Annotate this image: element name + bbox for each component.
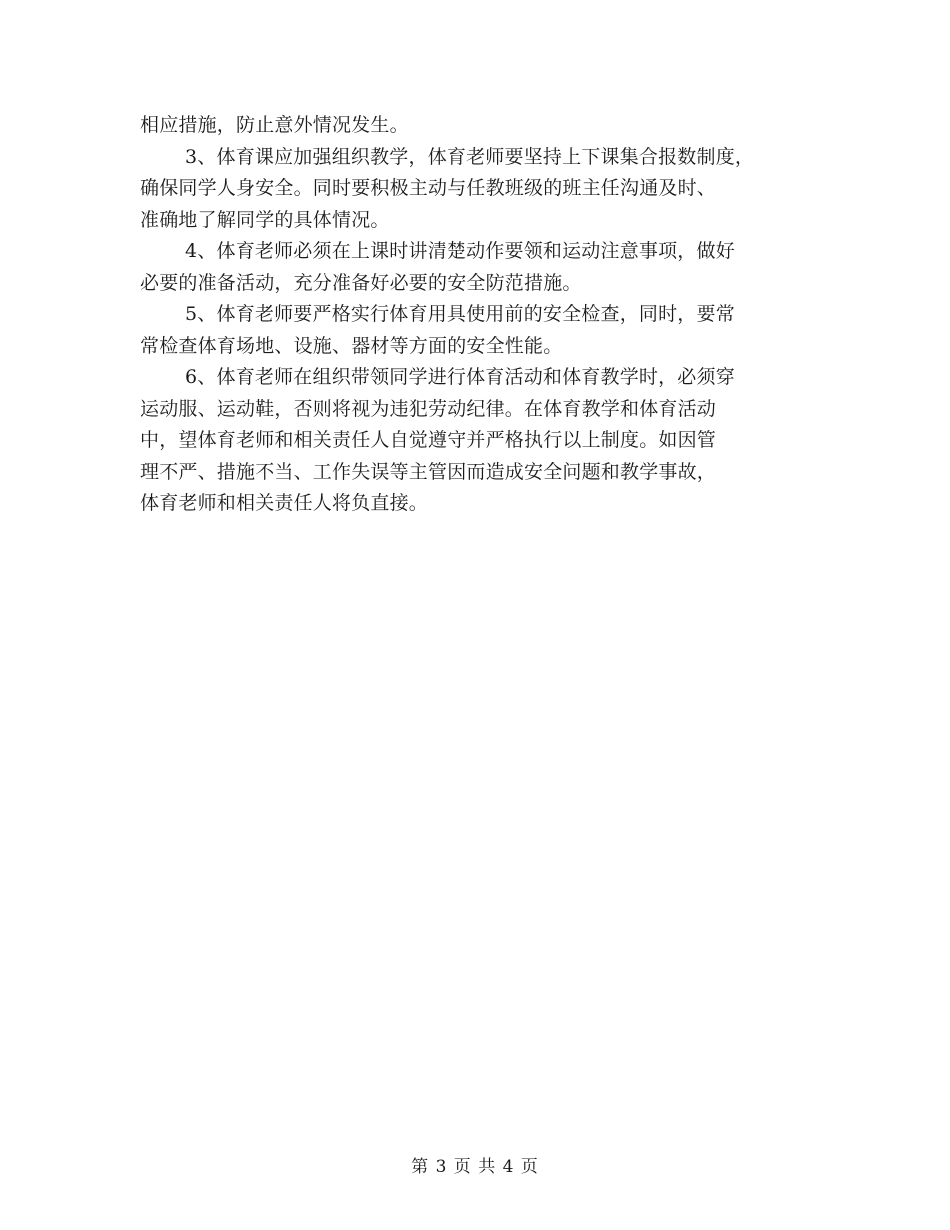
paragraph-item-4-line-1: 4、体育老师必须在上课时讲清楚动作要领和运动注意事项，做好 bbox=[185, 240, 735, 262]
paragraph-item-6-line-5: 体育老师和相关责任人将负直接。 bbox=[140, 492, 429, 514]
paragraph-item-6-line-4: 理不严、措施不当、工作失误等主管因而造成安全问题和教学事故， bbox=[140, 460, 717, 483]
paragraph-item-6-line-2: 运动服、运动鞋，否则将视为违犯劳动纪律。在体育教学和体育活动 bbox=[140, 397, 717, 420]
paragraph-item-5-line-2: 常检查体育场地、设施、器材等方面的安全性能。 bbox=[140, 334, 563, 357]
paragraph-continuation-line: 相应措施，防止意外情况发生。 bbox=[140, 114, 409, 136]
paragraph-item-3-line-1: 3、体育课应加强组织教学，体育老师要坚持上下课集合报数制度， bbox=[185, 145, 755, 168]
document-body bbox=[140, 110, 820, 520]
paragraph-item-3-line-2: 确保同学人身安全。同时要积极主动与任教班级的班主任沟通及时、 bbox=[140, 177, 717, 199]
paragraph-item-5-line-1: 5、体育老师要严格实行体育用具使用前的安全检查，同时，要常 bbox=[185, 303, 735, 325]
paragraph-item-6-line-3: 中，望体育老师和相关责任人自觉遵守并严格执行以上制度。如因管 bbox=[140, 429, 717, 451]
paragraph-item-4-line-2: 必要的准备活动，充分准备好必要的安全防范措施。 bbox=[140, 271, 582, 294]
paragraph-item-3-line-3: 准确地了解同学的具体情况。 bbox=[140, 208, 390, 231]
page-number-footer: 第 3 页 共 4 页 bbox=[411, 1157, 539, 1177]
paragraph-item-6-line-1: 6、体育老师在组织带领同学进行体育活动和体育教学时，必须穿 bbox=[185, 366, 735, 388]
